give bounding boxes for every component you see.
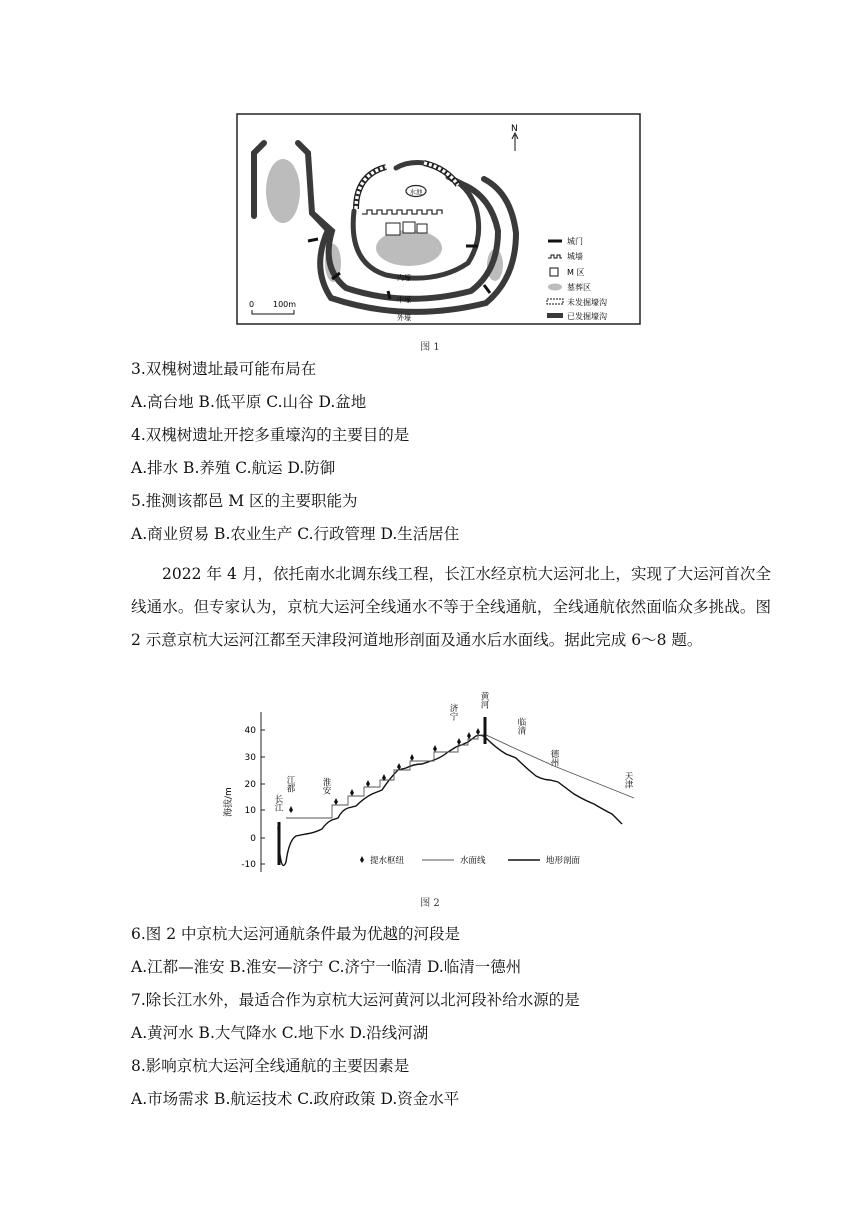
place-label-linqing: 临清 [516,717,526,735]
pump-station-icon [467,732,471,739]
y-tick-30: 30 [244,753,256,763]
question-8-stem: 8.影响京杭大运河全线通航的主要因素是 [131,1057,410,1075]
question-5-stem: 5.推测该都邑 M 区的主要职能为 [131,492,358,510]
y-tick-10: 10 [244,806,256,816]
question-7-stem: 7.除长江水外，最适合作为京杭大运河黄河以北河段补给水源的是 [131,991,580,1009]
legend-burial-label: 墓葬区 [567,283,591,292]
legend-burial-symbol [548,284,562,291]
legend-unexcavated-label: 未发掘壕沟 [567,298,607,307]
question-6-stem: 6.图 2 中京杭大运河通航条件最为优越的河段是 [131,925,461,943]
pump-station-icon [433,745,437,752]
north-label: N [511,124,518,134]
figure-2-canal-profile [214,691,654,888]
legend-pump-label: 提水枢纽 [370,856,405,866]
legend-water-label: 水面线 [460,856,486,866]
y-tick-0: 0 [250,834,256,844]
place-label-tianjin: 天津 [623,771,633,789]
legend-gate-label: 城门 [567,237,583,246]
y-tick-20: 20 [244,780,256,790]
place-label-huanghe: 黄河 [479,691,489,709]
figure-1-caption: 图 1 [420,342,440,353]
place-label-dezhou: 德州 [549,749,559,767]
water-surface-line [286,735,634,818]
pump-station-icon [366,780,370,787]
question-3-options: A.高台地 B.低平原 C.山谷 D.盆地 [131,393,367,411]
inner-moat-label: 内壕 [397,274,411,282]
place-label-huaian: 淮安 [321,777,331,795]
question-7-options: A.黄河水 B.大气降水 C.地下水 D.沿线河湖 [131,1024,429,1042]
legend-mzone-label: M 区 [567,268,585,277]
question-3-stem: 3.双槐树遗址最可能布局在 [131,360,317,378]
city-gate-south [388,291,390,299]
y-axis-label: 海拔/m [224,787,234,817]
figure-1-site-plan [236,113,641,325]
question-4-options: A.排水 B.养殖 C.航运 D.防御 [131,459,336,477]
figure-2-caption: 图 2 [420,898,440,909]
city-gate-west [308,239,318,241]
scale-start: 0 [249,300,255,309]
legend-excavated-symbol [547,313,563,318]
burial-area-west [266,159,300,223]
place-label-changjiang: 长江 [273,794,283,812]
legend-excavated-label: 已发掘壕沟 [567,312,607,321]
question-5-options: A.商业贸易 B.农业生产 C.行政管理 D.生活居住 [131,525,460,543]
m-zone-3 [417,224,427,233]
y-tick-neg10: -10 [241,860,256,870]
outer-moat-label: 外壕 [397,314,411,322]
pump-station-icon [289,806,293,813]
legend-wall-label: 城墙 [567,252,583,261]
legend-pump-icon [360,856,364,863]
pool-label: 水池 [409,188,423,196]
passage-grand-canal: 2022 年 4 月，依托南水北调东线工程，长江水经京杭大运河北上，实现了大运河首次全线通水。但专家认为，京杭大运河全线通水不等于全线通航，全线通航依然面临众多挑战。图 2 示意京杭大运河江都至天津段河道地形剖面及通水后水面线。据此完成 6～8 题。 [131,565,771,649]
scale-end: 100m [273,300,297,309]
pump-station-icon [410,754,414,761]
m-zone-2 [403,222,415,233]
m-zone-1 [386,223,400,235]
question-8-options: A.市场需求 B.航运技术 C.政府政策 D.资金水平 [131,1090,460,1108]
y-tick-40: 40 [244,726,256,736]
pump-stations [289,728,480,813]
y-tick-labels [241,726,256,870]
pump-station-icon [476,728,480,735]
figure-2-legend [360,855,581,866]
pump-station-icon [334,798,338,805]
legend-terrain-label: 地形剖面 [546,856,581,866]
legend-mzone-symbol [550,268,558,276]
place-label-jining: 济宁 [448,703,458,721]
question-4-stem: 4.双槐树遗址开挖多重壕沟的主要目的是 [131,426,410,444]
middle-moat-label: 中壕 [397,296,411,304]
place-label-jiangdu: 江都 [285,775,295,793]
pump-station-icon [350,789,354,796]
pump-station-icon [457,738,461,745]
question-6-options: A.江都—淮安 B.淮安—济宁 C.济宁一临清 D.临清一德州 [131,958,522,976]
terrain-profile [278,735,622,865]
